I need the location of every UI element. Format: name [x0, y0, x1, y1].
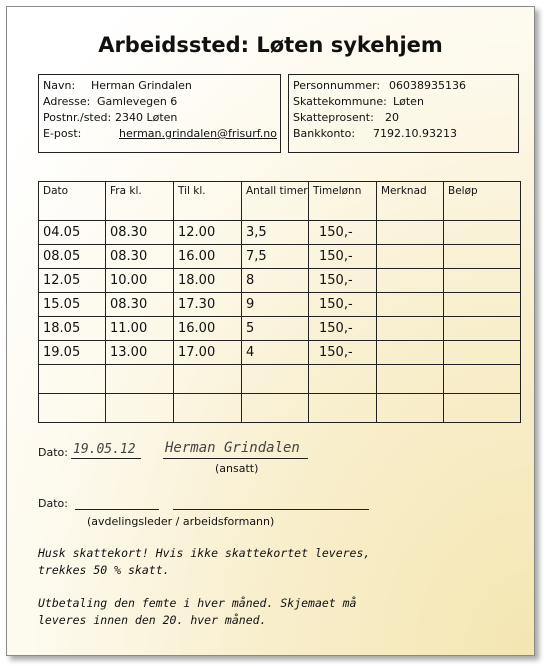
signature-date-1: 19.05.12	[73, 442, 136, 457]
cell-timelonn	[309, 365, 377, 394]
cell-til: 16.00	[174, 317, 242, 341]
note-line: Husk skattekort! Hvis ikke skattekortet leveres,	[38, 546, 371, 560]
table-row	[39, 317, 521, 341]
cell-timelonn	[309, 394, 377, 423]
prosent-value: 20	[385, 111, 399, 124]
kommune-value: Løten	[393, 95, 424, 108]
bank-label: Bankkonto:	[293, 127, 356, 140]
cell-fra: 13.00	[106, 341, 174, 365]
cell-dato: 19.05	[39, 341, 106, 365]
cell-fra: 08.30	[106, 245, 174, 269]
cell-timelonn: 150,-	[309, 245, 377, 269]
cell-merknad	[377, 317, 444, 341]
table-row	[39, 269, 521, 293]
cell-antall: 9	[242, 293, 309, 317]
cell-til: 17.30	[174, 293, 242, 317]
note-line: trekkes 50 % skatt.	[38, 563, 170, 577]
personal-info-box	[38, 74, 281, 153]
pnr-label: Personnummer:	[293, 79, 381, 92]
cell-fra	[106, 394, 174, 423]
date-line-1	[71, 458, 141, 459]
signature-line-2	[173, 509, 369, 510]
cell-antall	[242, 394, 309, 423]
table-row	[39, 221, 521, 245]
hours-table	[38, 181, 521, 423]
cell-belop	[444, 269, 521, 293]
address-label: Adresse:	[43, 95, 91, 108]
prosent-label: Skatteprosent:	[293, 111, 374, 124]
form-title: Arbeidssted: Løten sykehjem	[98, 33, 443, 57]
col-header-antall: Antall timer	[242, 182, 309, 221]
cell-antall: 4	[242, 341, 309, 365]
cell-dato: 08.05	[39, 245, 106, 269]
date-line-2	[75, 509, 159, 510]
manager-caption: (avdelingsleder / arbeidsformann)	[87, 515, 275, 528]
email-label: E-post:	[43, 127, 82, 140]
cell-fra	[106, 365, 174, 394]
cell-antall: 5	[242, 317, 309, 341]
cell-belop	[444, 341, 521, 365]
postal-value: 2340 Løten	[115, 111, 178, 124]
timesheet-form	[6, 6, 535, 656]
cell-antall: 3,5	[242, 221, 309, 245]
date-label-1: Dato:	[38, 446, 68, 459]
note-line: leveres innen den 20. hver måned.	[38, 613, 267, 627]
cell-antall	[242, 365, 309, 394]
table-row	[39, 365, 521, 394]
cell-fra: 10.00	[106, 269, 174, 293]
cell-belop	[444, 317, 521, 341]
cell-antall: 7,5	[242, 245, 309, 269]
cell-belop	[444, 394, 521, 423]
cell-til: 16.00	[174, 245, 242, 269]
cell-dato	[39, 394, 106, 423]
cell-timelonn: 150,-	[309, 341, 377, 365]
col-header-belop: Beløp	[444, 182, 521, 221]
col-header-timelonn: Timelønn	[309, 182, 377, 221]
address-value: Gamlevegen 6	[97, 95, 178, 108]
name-value: Herman Grindalen	[91, 79, 192, 92]
cell-dato: 15.05	[39, 293, 106, 317]
col-header-merknad: Merknad	[377, 182, 444, 221]
cell-timelonn: 150,-	[309, 317, 377, 341]
cell-belop	[444, 293, 521, 317]
col-header-til: Til kl.	[174, 182, 242, 221]
table-row	[39, 245, 521, 269]
cell-belop	[444, 221, 521, 245]
cell-dato: 18.05	[39, 317, 106, 341]
payment-note	[38, 595, 357, 629]
cell-fra: 08.30	[106, 221, 174, 245]
col-header-fra: Fra kl.	[106, 182, 174, 221]
table-row	[39, 341, 521, 365]
cell-merknad	[377, 341, 444, 365]
cell-til: 12.00	[174, 221, 242, 245]
cell-merknad	[377, 365, 444, 394]
cell-dato: 12.05	[39, 269, 106, 293]
cell-timelonn: 150,-	[309, 293, 377, 317]
cell-fra: 11.00	[106, 317, 174, 341]
cell-antall: 8	[242, 269, 309, 293]
cell-dato: 04.05	[39, 221, 106, 245]
table-header-row	[39, 182, 521, 221]
cell-merknad	[377, 221, 444, 245]
table-row	[39, 293, 521, 317]
cell-til: 18.00	[174, 269, 242, 293]
cell-merknad	[377, 293, 444, 317]
cell-til	[174, 365, 242, 394]
bank-value: 7192.10.93213	[373, 127, 457, 140]
signature-line-1	[163, 458, 308, 459]
email-value: herman.grindalen@frisurf.no	[119, 127, 277, 140]
cell-timelonn: 150,-	[309, 221, 377, 245]
date-label-2: Dato:	[38, 497, 68, 510]
cell-belop	[444, 365, 521, 394]
employee-caption: (ansatt)	[215, 462, 259, 475]
table-row	[39, 394, 521, 423]
col-header-dato: Dato	[39, 182, 106, 221]
note-line: Utbetaling den femte i hver måned. Skjemaet må	[38, 596, 357, 610]
cell-dato	[39, 365, 106, 394]
cell-belop	[444, 245, 521, 269]
cell-timelonn: 150,-	[309, 269, 377, 293]
pnr-value: 06038935136	[389, 79, 466, 92]
kommune-label: Skattekommune:	[293, 95, 387, 108]
cell-merknad	[377, 245, 444, 269]
tax-info-box	[288, 74, 519, 153]
cell-til: 17.00	[174, 341, 242, 365]
postal-label: Postnr./sted:	[43, 111, 112, 124]
name-label: Navn:	[43, 79, 76, 92]
tax-card-note	[38, 545, 370, 579]
employee-signature: Herman Grindalen	[165, 440, 300, 456]
cell-fra: 08.30	[106, 293, 174, 317]
cell-merknad	[377, 269, 444, 293]
cell-merknad	[377, 394, 444, 423]
cell-til	[174, 394, 242, 423]
